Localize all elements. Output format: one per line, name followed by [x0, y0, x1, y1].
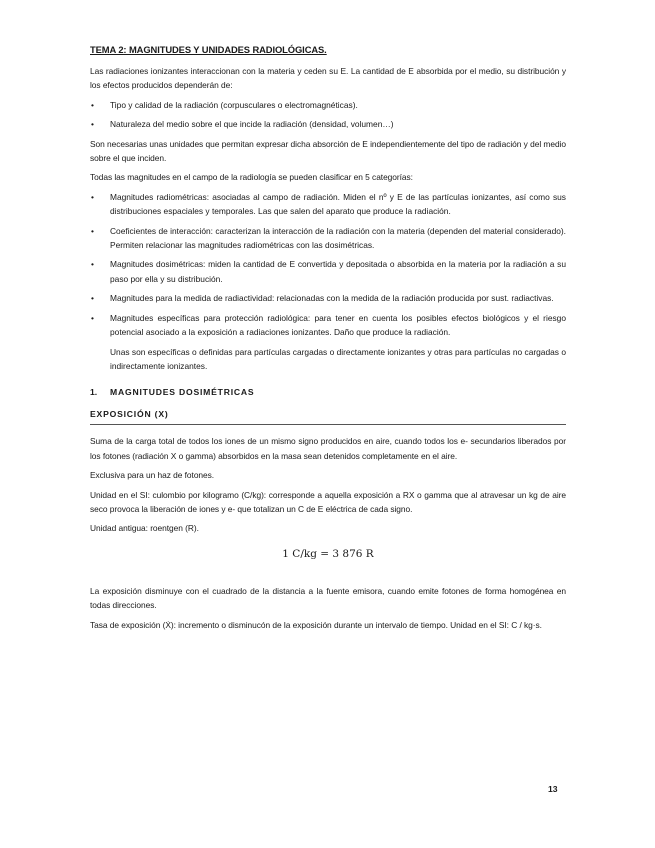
necesarias-paragraph: Son necesarias unas unidades que permitan expresar dicha absorción de E independientemente del tipo de radiación y del medio sobre el que inciden. [90, 138, 566, 164]
intro-paragraph: Las radiaciones ionizantes interaccionan con la materia y ceden su E. La cantidad de E absorbida por el medio, su distribución y los efectos producidos dependerán de: [90, 66, 566, 91]
exposicion-unidad-antigua: Unidad antigua: roentgen (R). [90, 523, 199, 534]
list-item: • Magnitudes radiométricas: asociadas al campo de radiación. Miden el nº y E de las partículas ionizantes, así como sus distribuciones espaciales y temporales. Las que salen del aparato que produce la radiación. [91, 191, 566, 217]
exposicion-distancia: La exposición disminuye con el cuadrado de la distancia a la fuente emisora, cuando emite fotones de forma homogénea en todas direcciones. [90, 585, 566, 611]
exposicion-definition: Suma de la carga total de todos los iones de un mismo signo producidos en aire, cuando todos los e- secundarios liberados por los fotones (radiación X o gamma) absorbidos en la masa sean detenidos completamente en el aire. [90, 436, 566, 461]
list-item: • Magnitudes específicas para protección radiológica: para tener en cuenta los posibles efectos biológicos y el riesgo potencial asociado a la exposición a radiaciones ionizantes. Daño que produce la radiación. [91, 312, 566, 338]
bullet-icon: • [91, 293, 94, 304]
bullet-icon: • [91, 191, 94, 202]
exposicion-unidad-si: Unidad en el SI: culombio por kilogramo (C/kg): corresponde a aquella exposición a RX o gamma que al atravesar un kg de aire seco provoca la liberación de iones y e- que totalizan un C de E eléctrica de cada signo. [90, 489, 566, 514]
document-page [90, 44, 566, 637]
bullet-icon: • [91, 119, 94, 130]
exposicion-exclusiva: Exclusiva para un haz de fotones. [90, 470, 215, 481]
categorias-intro-paragraph: Todas las magnitudes en el campo de la radiología se pueden clasificar en 5 categorías: [90, 172, 413, 183]
conversion-formula: 1 C/kg = 3 876 R [282, 547, 374, 560]
bullet-icon: • [91, 312, 94, 323]
bullet-icon: • [91, 259, 94, 270]
subsection-heading: EXPOSICIÓN (X) [90, 409, 566, 425]
bullet-icon: • [91, 99, 94, 110]
section-heading [90, 387, 566, 397]
intro-bullet-list [90, 98, 566, 132]
bullet-icon: • [91, 225, 94, 236]
list-item: • Naturaleza del medio sobre el que incide la radiación (densidad, volumen…) [90, 117, 566, 131]
page-number: 13 [548, 784, 558, 794]
section-title: MAGNITUDES DOSIMÉTRICAS [110, 387, 255, 398]
categories-note: Unas son específicas o definidas para partículas cargadas o directamente ionizantes y otras para partículas no cargadas o indirectamente ionizantes. [110, 346, 566, 371]
document-title: TEMA 2: MAGNITUDES Y UNIDADES RADIOLÓGICAS. [90, 44, 327, 55]
categories-list [90, 190, 566, 340]
list-item: • Magnitudes para la medida de radiactividad: relacionadas con la medida de la radiación producida por sust. radiactivas. [90, 291, 566, 305]
section-number: 1. [90, 387, 98, 398]
list-item: • Magnitudes dosimétricas: miden la cantidad de E convertida y depositada o absorbida en la materia por la radiación a su paso por ella y su distribución. [91, 259, 566, 284]
list-item: • Tipo y calidad de la radiación (corpusculares o electromagnéticas). [90, 98, 566, 112]
tasa-exposicion: Tasa de exposición (Ẋ): incremento o disminucón de la exposición durante un intervalo de tiempo. Unidad en el SI: C / kg·s. [90, 619, 542, 630]
list-item: • Coeficientes de interacción: caracterizan la interacción de la radiación con la materia (dependen del material considerado). Permiten relacionar las magnitudes radiométricas con las dosimétricas. [91, 225, 566, 251]
